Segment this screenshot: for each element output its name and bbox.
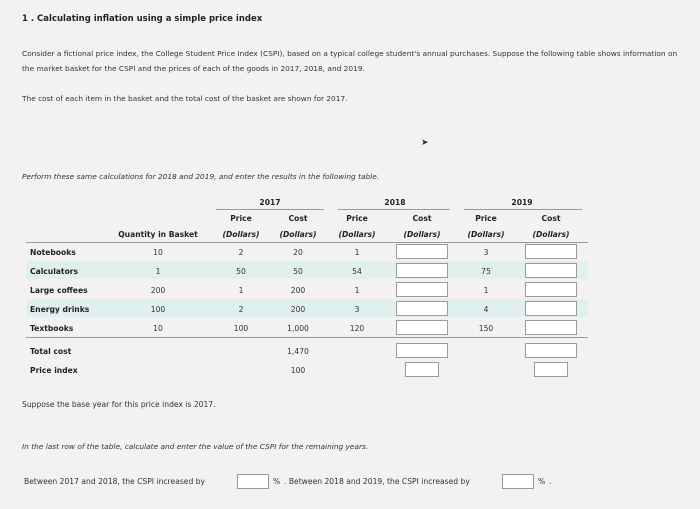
price-2019-large-coffees: 1 [483, 286, 489, 295]
row-label-price-index: Price index [30, 366, 78, 375]
price-index-2018-input[interactable] [405, 362, 439, 377]
price-2017-notebooks: 2 [238, 248, 244, 257]
cost-2018-calculators-input[interactable] [396, 263, 448, 278]
price-2018-textbooks: 120 [349, 324, 365, 333]
question-title: 1 . Calculating inflation using a simple price index [22, 14, 263, 24]
cost-2017-header: Cost [288, 214, 308, 223]
qty-notebooks: 10 [153, 248, 163, 257]
price-2018-unit: (Dollars) [338, 230, 376, 239]
year-2018-header: 2018 [384, 198, 406, 207]
price-2019-calculators: 75 [481, 267, 491, 276]
total-cost-2019-input[interactable] [525, 343, 577, 358]
price-2018-calculators: 54 [352, 267, 362, 276]
year-2017-header: 2017 [259, 198, 281, 207]
cost-2019-header: Cost [541, 214, 561, 223]
inflation-2018-2019-input[interactable] [502, 474, 534, 489]
row-label-large-coffees: Large coffees [30, 286, 88, 295]
price-2018-notebooks: 1 [354, 248, 360, 257]
intro-paragraph: Consider a fictional price index, the College Student Price Index (CSPI), based on a typical college student's annual purchases. Suppose the following table shows information on the market basket for the CSPI and the prices of each of the goods in 2017, 2018, and 2019. [22, 49, 678, 73]
price-2017-large-coffees: 1 [238, 286, 244, 295]
instruction-text: Perform these same calculations for 2018 and 2019, and enter the results in the following table. [22, 172, 380, 181]
price-2019-textbooks: 150 [478, 324, 494, 333]
cost-2017-unit: (Dollars) [279, 230, 317, 239]
inflation-text-b: . Between 2018 and 2019, the CSPI increased by [284, 477, 470, 486]
price-2018-header: Price [346, 214, 368, 223]
cost-2019-textbooks-input[interactable] [525, 320, 577, 335]
cost-2019-notebooks-input[interactable] [525, 244, 577, 259]
price-2019-notebooks: 3 [483, 248, 489, 257]
row-label-notebooks: Notebooks [30, 248, 76, 257]
price-2017-unit: (Dollars) [222, 230, 260, 239]
inflation-text-a: Between 2017 and 2018, the CSPI increased by [24, 477, 206, 486]
price-table [26, 196, 588, 381]
total-cost-2017: 1,470 [287, 347, 309, 356]
percent-sign-b: % [538, 477, 546, 486]
price-2017-energy-drinks: 2 [238, 305, 244, 314]
row-band-energy-drinks [26, 299, 588, 317]
cost-2017-notebooks: 20 [293, 248, 303, 257]
last-row-note: In the last row of the table, calculate and enter the value of the CSPI for the remaining years. [22, 442, 369, 451]
header-separator [26, 242, 588, 243]
cost-2018-unit: (Dollars) [403, 230, 441, 239]
sentence-period: . [549, 477, 552, 486]
cost-2018-energy-drinks-input[interactable] [396, 301, 448, 316]
cost-note: The cost of each item in the basket and the total cost of the basket are shown for 2017. [22, 94, 348, 103]
row-label-textbooks: Textbooks [30, 324, 74, 333]
mouse-cursor-icon: ➤ [421, 138, 429, 148]
cost-2018-textbooks-input[interactable] [396, 320, 448, 335]
qty-calculators: 1 [155, 267, 161, 276]
qty-energy-drinks: 100 [150, 305, 166, 314]
price-2017-calculators: 50 [236, 267, 246, 276]
price-2019-energy-drinks: 4 [483, 305, 489, 314]
cost-2019-energy-drinks-input[interactable] [525, 301, 577, 316]
qty-textbooks: 10 [153, 324, 163, 333]
year-2019-rule [464, 209, 582, 210]
row-label-calculators: Calculators [30, 267, 79, 276]
price-2019-unit: (Dollars) [467, 230, 505, 239]
inflation-sentence [22, 472, 682, 492]
price-index-2017: 100 [290, 366, 306, 375]
base-year-note: Suppose the base year for this price index is 2017. [22, 400, 216, 409]
percent-sign-a: % [273, 477, 281, 486]
quantity-header: Quantity in Basket [118, 230, 198, 239]
price-2018-energy-drinks: 3 [354, 305, 360, 314]
cost-2018-notebooks-input[interactable] [396, 244, 448, 259]
inflation-2017-2018-input[interactable] [237, 474, 269, 489]
cost-2018-large-coffees-input[interactable] [396, 282, 448, 297]
cost-2019-large-coffees-input[interactable] [525, 282, 577, 297]
qty-large-coffees: 200 [150, 286, 166, 295]
row-label-total-cost: Total cost [30, 347, 72, 356]
cost-2017-energy-drinks: 200 [290, 305, 306, 314]
price-2018-large-coffees: 1 [354, 286, 360, 295]
year-2018-rule [338, 209, 450, 210]
cost-2019-unit: (Dollars) [532, 230, 570, 239]
cost-2017-textbooks: 1,000 [287, 324, 309, 333]
price-2017-header: Price [230, 214, 252, 223]
total-cost-2018-input[interactable] [396, 343, 448, 358]
year-2019-header: 2019 [511, 198, 533, 207]
row-band-calculators [26, 261, 588, 279]
cost-2019-calculators-input[interactable] [525, 263, 577, 278]
row-label-energy-drinks: Energy drinks [30, 305, 90, 314]
cost-2018-header: Cost [412, 214, 432, 223]
cost-2017-calculators: 50 [293, 267, 303, 276]
cost-2017-large-coffees: 200 [290, 286, 306, 295]
total-separator [26, 337, 588, 338]
price-2017-textbooks: 100 [233, 324, 249, 333]
price-index-2019-input[interactable] [534, 362, 568, 377]
year-2017-rule [216, 209, 324, 210]
price-2019-header: Price [475, 214, 497, 223]
